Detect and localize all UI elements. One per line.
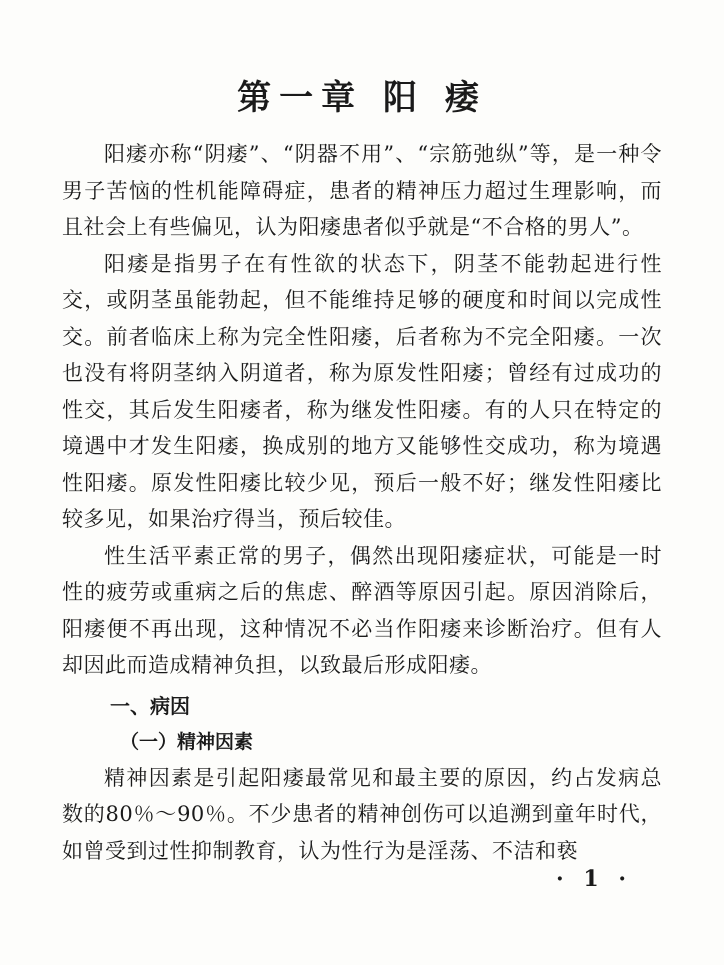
page-number: · 1 · [556,866,632,892]
paragraph-psychological: 精神因素是引起阳痿最常见和最主要的原因，约占发病总数的80％～90％。不少患者的精神创伤可以追溯到童年时代，如曾受到过性抑制教育，认为性行为是淫荡、不洁和亵 [62,765,662,863]
body-text [62,136,662,869]
paragraph-intro: 阳痿亦称“阴痿”、“阴器不用”、“宗筋弛纵”等，是一种令男子苦恼的性机能障碍症，患者的精神压力超过生理影响，而且社会上有些偏见，认为阳痿患者似乎就是“不合格的男人”。 [62,142,662,239]
section-heading: 一、病因 [110,693,190,718]
subsection-heading: （一）精神因素 [120,730,254,753]
chapter-title: 第一章 阳 痿 [237,78,487,118]
paragraph-temporary: 性生活平素正常的男子，偶然出现阳痿症状，可能是一时性的疲劳或重病之后的焦虑、醉酒等原因引起。原因消除后，阳痿便不再出现，这种情况不必当作阳痿来诊断治疗。但有人却因此而造成精神负担，以致最后形成阳痿。 [62,543,662,677]
paragraph-definition: 阳痿是指男子在有性欲的状态下，阴茎不能勃起进行性交，或阴茎虽能勃起，但不能维持足够的硬度和时间以完成性交。前者临床上称为完全性阳痿，后者称为不完全阳痿。一次也没有将阴茎纳入阴道者，称为原发性阳痿；曾经有过成功的性交，其后发生阳痿者，称为继发性阳痿。有的人只在特定的境遇中才发生阳痿，换成别的地方又能够性交成功，称为境遇性阳痿。原发性阳痿比较少见，预后一般不好；继发性阳痿比较多见，如果治疗得当，预后较佳。 [62,251,662,531]
